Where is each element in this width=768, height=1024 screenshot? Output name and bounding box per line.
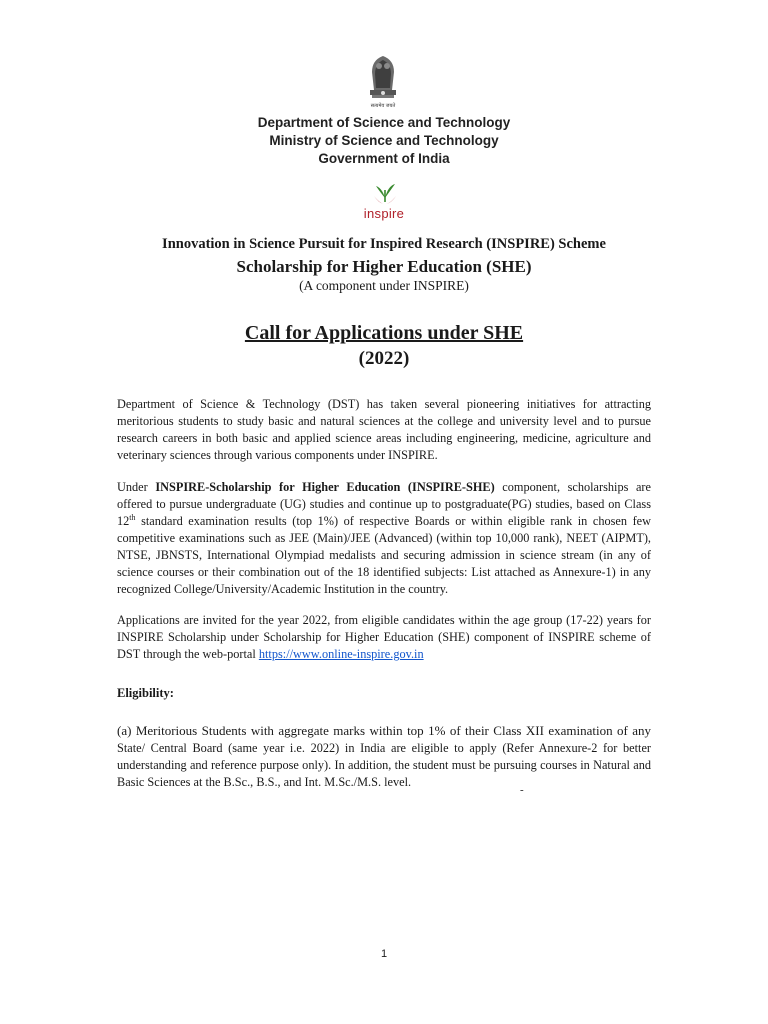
eligibility-paragraph [117, 722, 651, 791]
department-line: Department of Science and Technology [257, 115, 511, 130]
she-title: Scholarship for Higher Education (SHE) [236, 257, 532, 276]
call-heading-text: Call for Applications under SHE [244, 322, 524, 344]
p2-text-b: component, scholarships are offered to pursue undergraduate (UG) studies and continue up to postgraduate(PG) studies, based on Class 12 [117, 480, 651, 528]
ministry-line: Ministry of Science and Technology [269, 133, 499, 148]
national-emblem-icon [358, 50, 408, 110]
government-line: Government of India [318, 151, 450, 166]
eligibility-heading: Eligibility: [117, 686, 174, 700]
p2-bold-text: INSPIRE-Scholarship for Higher Education (INSPIRE-SHE) [155, 480, 495, 494]
p4-rest-text: State/ Central Board (same year i.e. 2022) in India are eligible to apply (Refer Annexure-2 for better understanding and reference purpose only). In addition, the student must be pursuing courses in Natural and Basic Sciences at the B.Sc., B.S., and Int. M.Sc./M.S. level. [117, 741, 651, 789]
emblem-caption: सत्यमेव जयते [370, 103, 396, 109]
she-description-paragraph [117, 479, 651, 598]
p2-superscript: th [129, 512, 136, 522]
scheme-title: Innovation in Science Pursuit for Inspired Research (INSPIRE) Scheme [162, 236, 606, 252]
p3-text: Applications are invited for the year 2022, from eligible candidates within the age group (17-22) years for INSPIRE Scholarship under Scholarship for Higher Education (SHE) component of INSPIRE scheme of DST through the web-portal [117, 613, 651, 661]
call-heading [0, 322, 768, 345]
intro-paragraph: Department of Science & Technology (DST) has taken several pioneering initiatives for attracting meritorious students to study basic and natural sciences at the college and university level and to pursue research careers in both basic and applied science areas including engineering, medicine, agriculture and veterinary sciences through various components under INSPIRE. [117, 397, 651, 462]
stray-mark: - [520, 784, 524, 796]
p2-text-c: standard examination results (top 1%) of respective Boards or within eligible rank in chosen few competitive examinations such as JEE (Main)/JEE (Advanced) (within top 10,000 rank), NEET (AIPMT), NTSE, JBNSTS, International Olympiad medalists and securing admission in science stream (in any of science courses or their combination out of the 18 identified subjects: List attached as Annexure-1) in any recognized College/University/Academic Institution in the country. [117, 514, 651, 596]
component-subtitle: (A component under INSPIRE) [299, 278, 469, 293]
page-number: 1 [380, 948, 388, 960]
web-portal-link[interactable]: https://www.online-inspire.gov.in [258, 647, 424, 661]
year-heading: (2022) [358, 348, 410, 369]
applications-paragraph [117, 612, 651, 663]
p4-lead-text: (a) Meritorious Students with aggregate marks within top 1% of their Class XII examination of any [117, 723, 651, 738]
inspire-logo-text: inspire [363, 206, 405, 221]
p2-text-a: Under [117, 480, 156, 494]
